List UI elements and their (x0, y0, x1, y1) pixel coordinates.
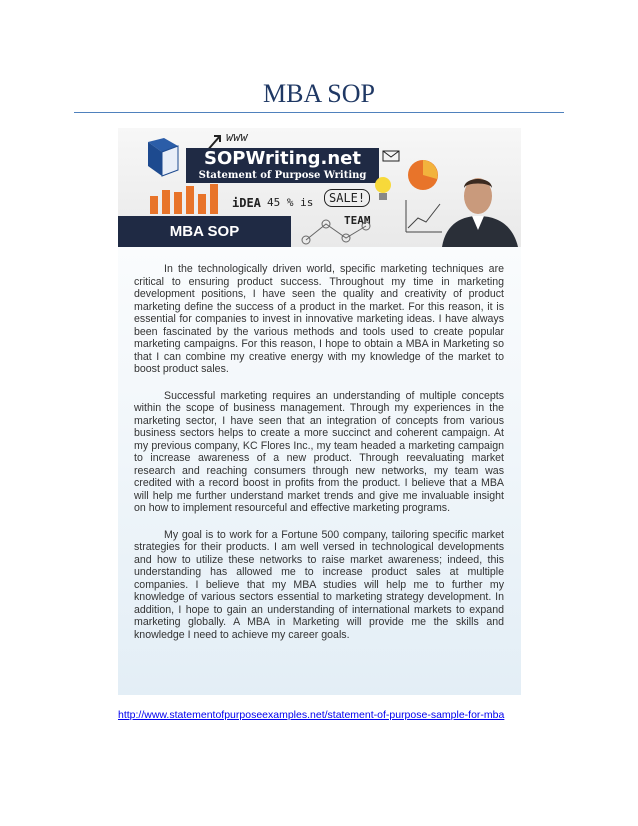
page-title: MBA SOP (263, 79, 375, 108)
team-doodle: TEAM (344, 214, 371, 227)
www-doodle: www (226, 130, 248, 144)
businessman-photo (436, 170, 521, 247)
envelope-icon (382, 150, 400, 162)
lightbulb-icon (374, 176, 392, 202)
title-divider (74, 112, 564, 113)
bar-chart-doodle-icon (148, 180, 238, 214)
source-link[interactable]: http://www.statementofpurposeexamples.net/statement-of-purpose-sample-for-mba (118, 709, 505, 721)
banner-title-box (118, 216, 291, 247)
book-icon (144, 136, 182, 178)
banner-title: MBA SOP (169, 223, 240, 240)
brand-name: SOPWriting.net (204, 148, 361, 169)
header-banner (118, 128, 521, 247)
brand-tagline: Statement of Purpose Writing (198, 170, 367, 181)
paragraph-2: Successful marketing requires an understanding of multiple concepts within the scope of business management. Through my experiences in the marketing sector, I have seen that an integration of concepts from various business sectors helps to create a more succinct and coherent campaign. At my previous company, KC Flores Inc., my team headed a marketing campaign to increase awareness of a new product. Through reevaluating market research and reaching consumers through new networks, my team was credited with a record boost in profits from the product. I believe that a MBA will help me further understand market trends and give me invaluable insight on how to implement resourceful and effective marketing programs. (134, 389, 504, 514)
percent-doodle: 45 % is (267, 196, 314, 209)
paragraph-3: My goal is to work for a Fortune 500 company, tailoring specific market strategies for their products. I am well versed in technological developments and how to utilize these networks to raise market awareness; indeed, this understanding has allowed me to increase product sales at multiple companies. I believe that my MBA studies will help me to further my knowledge of various sectors essential to marketing strategy development. In addition, I hope to gain an understanding of international markets to expand marketing globally. A MBA in Marketing will provide me the skills and knowledge I need to achieve my career goals. (134, 528, 504, 641)
pie-chart-icon (406, 158, 440, 192)
paragraph-1: In the technologically driven world, specific marketing techniques are critical to ensuring product success. Throughout my time in marketing development positions, I have seen the quality and creativity of product marketing define the success of a product in the market. For this reason, it is essential for companies to invest in innovative marketing ideas. I have always been fascinated by the various methods and tools used to create popular marketing campaigns. For this reason, I hope to obtain a MBA in Marketing so that I can combine my creative energy with my knowledge of the market to boost product sales. (134, 263, 504, 375)
sop-body (134, 263, 504, 655)
sop-sample-image (118, 128, 521, 695)
network-doodle-icon (296, 216, 386, 246)
idea-doodle: iDEA (232, 196, 261, 210)
brand-box (186, 148, 379, 183)
sale-doodle: SALE! (324, 189, 370, 207)
